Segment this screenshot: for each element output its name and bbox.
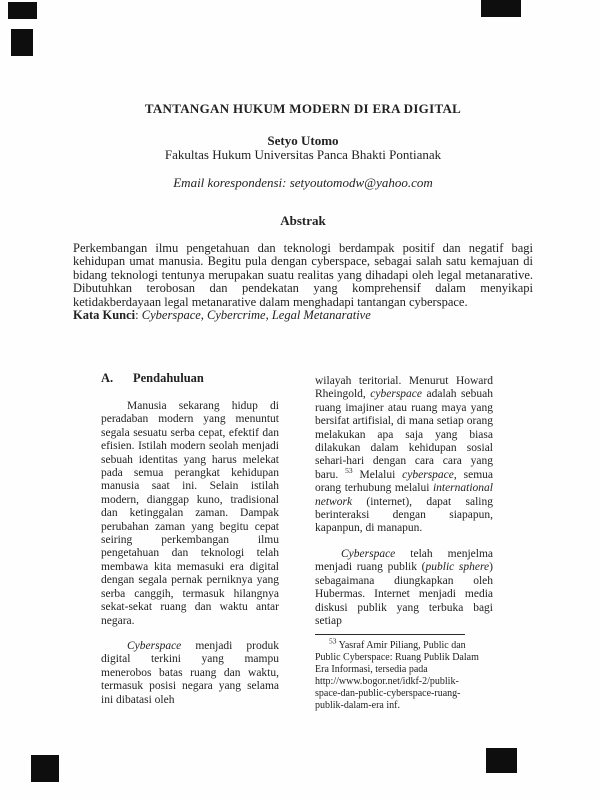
keywords-separator: :: [135, 308, 142, 323]
abstract-text: Perkembangan ilmu pengetahuan dan teknologi berdampak positif dan negatif bagi kehidupan umat manusia. Begitu pula dengan cyberspace, sebagai salah satu kemajuan di bidang teknologi tentunya merupakan suatu realitas yang dihadapi oleh legal metanarative. Dibutuhkan terobosan dan pendekatan yang komprehensif dalam menyikapi ketidakberdayaan legal metanarative dalam menghadapi tantangan cyberspace.: [73, 241, 533, 309]
footnote: [315, 634, 493, 712]
scan-mark-bottom-right: [486, 748, 517, 773]
footnote-separator-rule: [315, 634, 465, 635]
author-affiliation: Fakultas Hukum Universitas Panca Bhakti Pontianak: [164, 147, 442, 162]
paper-title: TANTANGAN HUKUM MODERN DI ERA DIGITAL: [144, 101, 462, 116]
author-name: Setyo Utomo: [267, 133, 339, 148]
front-matter: [73, 0, 533, 191]
scan-mark-top-left-2: [11, 29, 33, 56]
correspondence-email: Email korespondensi: setyoutomodw@yahoo.com: [173, 175, 433, 190]
section-number: A.: [101, 371, 114, 385]
keywords-label: Kata Kunci: [73, 308, 136, 323]
scan-mark-top-left-1: [8, 2, 37, 19]
section-title: Pendahuluan: [133, 371, 204, 385]
scan-mark-bottom-left: [31, 755, 59, 782]
keywords-line: [73, 309, 533, 322]
two-column-body: [101, 371, 493, 712]
paragraph: Manusia sekarang hidup di peradaban modern yang menuntut segala sesuatu serba cepat, efektif dan efisien. Istilah modern seolah menjadi sebuah identitas yang harus melekat pada semua perangkat kehidupan manusia saat ini. Selain istilah modern, dianggap kuno, tradisional dan ketinggalan zaman. Dampak perubahan zaman yang begitu cepat seiring perkembangan ilmu pengetahuan dan teknologi telah membawa kita memasuki era digital dengan segala pernak perniknya yang serba canggih, termasuk hilangnya sekat-sekat ruang dan waktu antar negara.: [101, 400, 279, 627]
left-column: [101, 371, 279, 712]
section-heading: [101, 371, 279, 386]
paragraph: wilayah teritorial. Menurut Howard Rheingold, cyberspace adalah sebuah ruang imajiner atau ruang maya yang bersifat artifisial, di mana setiap orang melakukan apa saja yang biasa dilakukan dalam kehidupan sosial sehari-hari dengan cara cara yang baru. $^{53}$ Melalui cyberspace, semua orang terhubung melalui international network (internet), dapat saling berinteraksi dengan siapapun, kapanpun, di manapun.: [315, 375, 493, 535]
paragraph: Cyberspace menjadi produk digital terkini yang mampu menerobos batas ruang dan waktu, termasuk posisi negara yang selama ini dibatasi oleh: [101, 639, 279, 706]
keywords-value: Cyberspace, Cybercrime, Legal Metanarative: [141, 308, 371, 323]
paragraph: Cyberspace telah menjelma menjadi ruang publik (public sphere) sebagaimana diungkapkan oleh Hubermas. Internet menjadi media diskusi publik yang terbuka bagi setiap: [315, 547, 494, 627]
abstract-section: [73, 213, 533, 322]
footnote-text: $^{53}$ Yasraf Amir Piliang, Public dan Public Cyberspace: Ruang Publik Dalam Era Informasi, tersedia pada http://www.bogor.net/idkf-2/publik-space-dan-public-cyberspace-ruang-publik-dalam-era inf.: [315, 636, 479, 712]
right-column: [315, 371, 493, 712]
abstract-heading: Abstrak: [280, 213, 326, 228]
